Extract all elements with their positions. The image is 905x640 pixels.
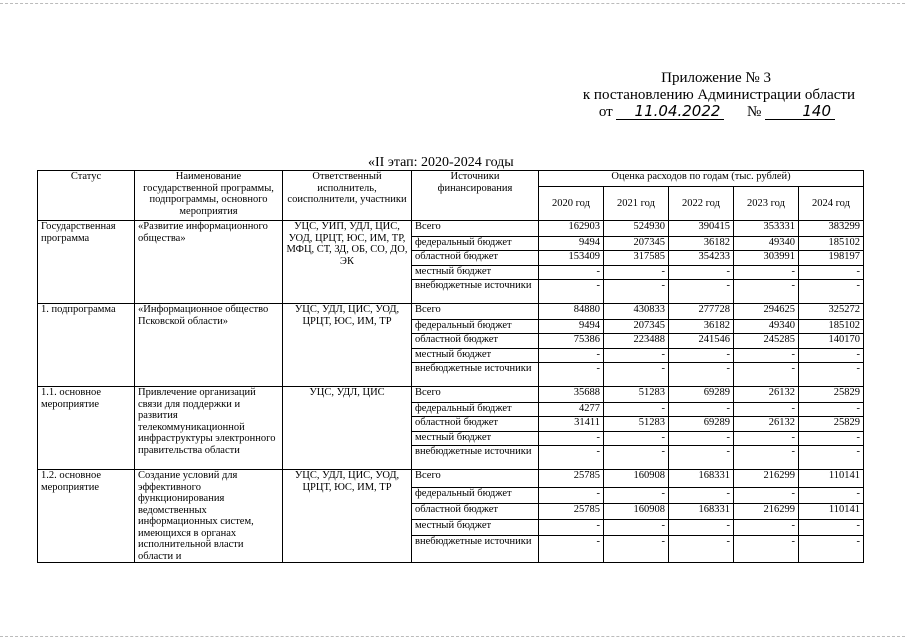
decree-date: 11.04.2022 bbox=[616, 104, 724, 120]
row-value: 317585 bbox=[604, 251, 669, 266]
row-value: 353331 bbox=[734, 221, 799, 237]
row-value: 185102 bbox=[799, 320, 864, 334]
row-value: 4277 bbox=[539, 403, 604, 417]
row-value: 31411 bbox=[539, 417, 604, 432]
row-value: - bbox=[539, 446, 604, 470]
row-value: - bbox=[799, 446, 864, 470]
header-estimate: Оценка расходов по годам (тыс. рублей) bbox=[539, 171, 864, 187]
row-source: внебюджетные источники bbox=[412, 536, 539, 563]
row-value: 140170 bbox=[799, 334, 864, 349]
row-value: - bbox=[539, 280, 604, 304]
row-value: - bbox=[669, 349, 734, 363]
row-value: - bbox=[604, 446, 669, 470]
row-value: - bbox=[669, 363, 734, 387]
row-source: федеральный бюджет bbox=[412, 320, 539, 334]
row-value: 49340 bbox=[734, 237, 799, 251]
row-value: - bbox=[539, 520, 604, 536]
row-value: 390415 bbox=[669, 221, 734, 237]
row-value: - bbox=[539, 536, 604, 563]
row-source: областной бюджет bbox=[412, 334, 539, 349]
row-value: 325272 bbox=[799, 304, 864, 320]
row-value: - bbox=[799, 487, 864, 503]
header-year: 2024 год bbox=[799, 187, 864, 221]
row-value: 354233 bbox=[669, 251, 734, 266]
row-value: 277728 bbox=[669, 304, 734, 320]
row-value: 430833 bbox=[604, 304, 669, 320]
row-source: местный бюджет bbox=[412, 266, 539, 280]
row-value: 25785 bbox=[539, 503, 604, 520]
row-value: - bbox=[734, 349, 799, 363]
row-source: Всего bbox=[412, 387, 539, 403]
row-source: федеральный бюджет bbox=[412, 237, 539, 251]
row-source: федеральный бюджет bbox=[412, 403, 539, 417]
row-status: 1.2. основное мероприятие bbox=[38, 470, 135, 563]
row-value: - bbox=[799, 363, 864, 387]
row-value: - bbox=[734, 520, 799, 536]
row-value: - bbox=[539, 432, 604, 446]
row-value: 9494 bbox=[539, 237, 604, 251]
row-value: 162903 bbox=[539, 221, 604, 237]
row-source: местный бюджет bbox=[412, 432, 539, 446]
row-value: - bbox=[539, 487, 604, 503]
row-value: - bbox=[604, 487, 669, 503]
row-value: - bbox=[604, 432, 669, 446]
row-value: 26132 bbox=[734, 417, 799, 432]
row-value: - bbox=[604, 280, 669, 304]
table-row bbox=[38, 387, 864, 403]
row-value: - bbox=[669, 520, 734, 536]
row-value: - bbox=[669, 266, 734, 280]
row-value: - bbox=[799, 536, 864, 563]
row-executor: УЦС, УДЛ, ЦИС, УОД, ЦРЦТ, ЮС, ИМ, ТР bbox=[283, 304, 412, 387]
table-row bbox=[38, 221, 864, 237]
row-value: - bbox=[604, 403, 669, 417]
row-value: 160908 bbox=[604, 503, 669, 520]
appendix-subtitle: к постановлению Администрации области bbox=[582, 87, 855, 103]
appendix-title: Приложение № 3 bbox=[661, 70, 771, 86]
row-value: - bbox=[539, 349, 604, 363]
row-value: 207345 bbox=[604, 237, 669, 251]
row-value: 35688 bbox=[539, 387, 604, 403]
stage-title: «II этап: 2020-2024 годы bbox=[368, 155, 514, 170]
row-value: 216299 bbox=[734, 503, 799, 520]
row-name: «Информационное общество Псковской области» bbox=[135, 304, 283, 387]
row-value: - bbox=[734, 536, 799, 563]
number-label: № bbox=[746, 104, 762, 120]
row-value: 223488 bbox=[604, 334, 669, 349]
row-value: - bbox=[734, 403, 799, 417]
header-status: Статус bbox=[38, 171, 135, 221]
row-value: - bbox=[604, 536, 669, 563]
row-value: - bbox=[669, 487, 734, 503]
row-source: внебюджетные источники bbox=[412, 363, 539, 387]
row-value: 241546 bbox=[669, 334, 734, 349]
row-value: 36182 bbox=[669, 237, 734, 251]
row-source: Всего bbox=[412, 221, 539, 237]
row-value: - bbox=[604, 520, 669, 536]
header-year: 2022 год bbox=[669, 187, 734, 221]
row-status: 1.1. основное мероприятие bbox=[38, 387, 135, 470]
row-value: 524930 bbox=[604, 221, 669, 237]
row-value: 303991 bbox=[734, 251, 799, 266]
row-value: 25829 bbox=[799, 417, 864, 432]
row-value: - bbox=[734, 280, 799, 304]
table-row bbox=[38, 470, 864, 488]
header-year: 2021 год bbox=[604, 187, 669, 221]
row-source: внебюджетные источники bbox=[412, 280, 539, 304]
header-source: Источники финансирования bbox=[412, 171, 539, 221]
row-value: 110141 bbox=[799, 470, 864, 488]
row-value: 160908 bbox=[604, 470, 669, 488]
row-value: 198197 bbox=[799, 251, 864, 266]
from-label: от bbox=[598, 104, 613, 120]
row-name: «Развитие информационного общества» bbox=[135, 221, 283, 304]
row-value: 36182 bbox=[669, 320, 734, 334]
table-row bbox=[38, 304, 864, 320]
row-value: 69289 bbox=[669, 387, 734, 403]
row-value: - bbox=[669, 432, 734, 446]
row-value: 294625 bbox=[734, 304, 799, 320]
row-value: - bbox=[604, 349, 669, 363]
row-value: 51283 bbox=[604, 387, 669, 403]
row-value: - bbox=[799, 403, 864, 417]
row-value: - bbox=[669, 280, 734, 304]
header-year: 2020 год bbox=[539, 187, 604, 221]
row-value: 51283 bbox=[604, 417, 669, 432]
row-source: федеральный бюджет bbox=[412, 487, 539, 503]
row-value: - bbox=[604, 266, 669, 280]
row-value: - bbox=[734, 266, 799, 280]
row-value: 26132 bbox=[734, 387, 799, 403]
row-value: 75386 bbox=[539, 334, 604, 349]
row-executor: УЦС, УИП, УДЛ, ЦИС, УОД, ЦРЦТ, ЮС, ИМ, ТР, МФЦ, СТ, ЗД, ОБ, СО, ДО, ЭК bbox=[283, 221, 412, 304]
row-source: областной бюджет bbox=[412, 503, 539, 520]
row-source: местный бюджет bbox=[412, 520, 539, 536]
row-value: - bbox=[734, 446, 799, 470]
row-value: - bbox=[734, 432, 799, 446]
header-executor: Ответственный исполнитель, соисполнители, участники bbox=[283, 171, 412, 221]
expenses-table bbox=[37, 170, 864, 563]
row-value: - bbox=[799, 280, 864, 304]
row-value: 69289 bbox=[669, 417, 734, 432]
row-source: областной бюджет bbox=[412, 251, 539, 266]
row-executor: УЦС, УДЛ, ЦИС bbox=[283, 387, 412, 470]
row-value: - bbox=[799, 349, 864, 363]
row-value: - bbox=[669, 446, 734, 470]
row-value: - bbox=[669, 403, 734, 417]
row-value: 245285 bbox=[734, 334, 799, 349]
row-source: областной бюджет bbox=[412, 417, 539, 432]
row-source: Всего bbox=[412, 470, 539, 488]
row-value: 216299 bbox=[734, 470, 799, 488]
row-value: 168331 bbox=[669, 470, 734, 488]
header-year: 2023 год bbox=[734, 187, 799, 221]
row-status: 1. подпрограмма bbox=[38, 304, 135, 387]
row-value: - bbox=[539, 363, 604, 387]
row-value: - bbox=[799, 266, 864, 280]
row-name: Привлечение организаций связи для поддержки и развития телекоммуникационной инфраструктуры электронного правительства области bbox=[135, 387, 283, 470]
row-value: - bbox=[604, 363, 669, 387]
row-value: 49340 bbox=[734, 320, 799, 334]
row-value: - bbox=[734, 487, 799, 503]
row-executor: УЦС, УДЛ, ЦИС, УОД, ЦРЦТ, ЮС, ИМ, ТР bbox=[283, 470, 412, 563]
row-value: - bbox=[669, 536, 734, 563]
decree-number: 140 bbox=[765, 104, 835, 120]
row-source: Всего bbox=[412, 304, 539, 320]
row-value: 110141 bbox=[799, 503, 864, 520]
row-source: местный бюджет bbox=[412, 349, 539, 363]
row-value: 185102 bbox=[799, 237, 864, 251]
row-name: Создание условий для эффективного функционирования ведомственных информационных систем, имеющихся в органах исполнительной власти области и bbox=[135, 470, 283, 563]
row-value: 84880 bbox=[539, 304, 604, 320]
row-status: Государственная программа bbox=[38, 221, 135, 304]
row-value: - bbox=[799, 432, 864, 446]
row-value: 168331 bbox=[669, 503, 734, 520]
row-value: - bbox=[539, 266, 604, 280]
decree-date-line bbox=[599, 104, 835, 121]
row-value: - bbox=[734, 363, 799, 387]
row-value: 25829 bbox=[799, 387, 864, 403]
row-source: внебюджетные источники bbox=[412, 446, 539, 470]
row-value: 207345 bbox=[604, 320, 669, 334]
row-value: 383299 bbox=[799, 221, 864, 237]
header-name: Наименование государственной программы, подпрограммы, основного мероприятия bbox=[135, 171, 283, 221]
row-value: 9494 bbox=[539, 320, 604, 334]
row-value: - bbox=[799, 520, 864, 536]
row-value: 153409 bbox=[539, 251, 604, 266]
row-value: 25785 bbox=[539, 470, 604, 488]
